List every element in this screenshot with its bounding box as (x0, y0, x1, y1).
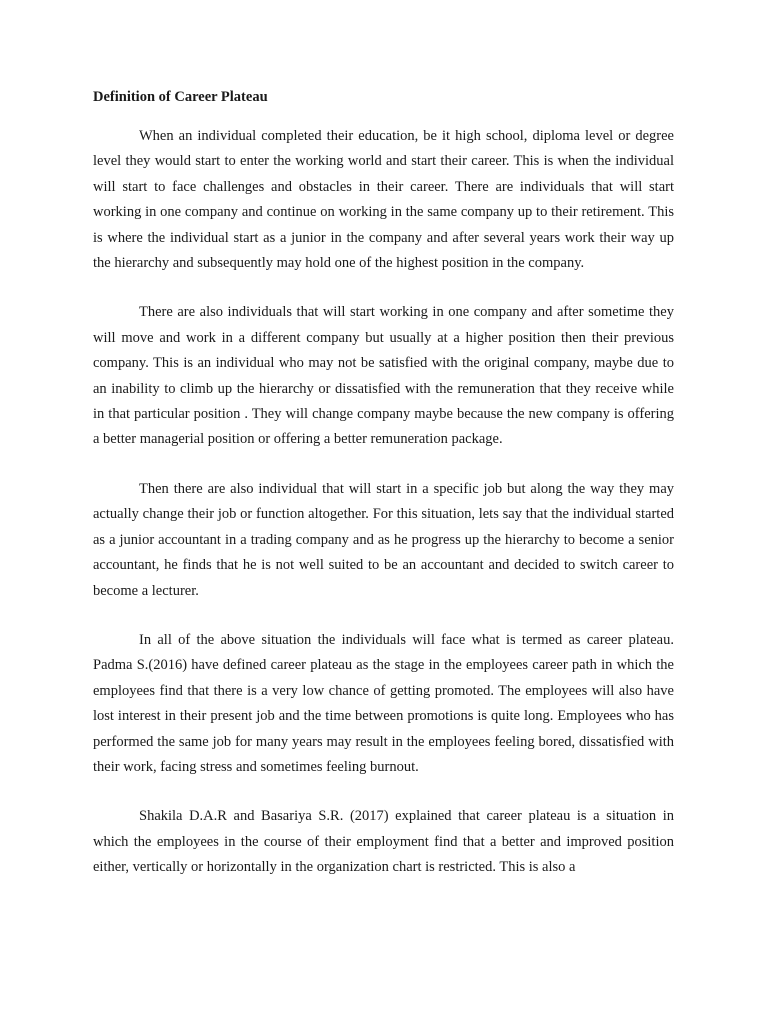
document-body (93, 86, 674, 881)
section-heading: Definition of Career Plateau (93, 89, 268, 105)
paragraph-1: When an individual completed their education, be it high school, diploma level or degree level they would start to enter the working world and start their career. This is when the individual will start to face challenges and obstacles in their career. There are individuals that will start working in one company and continue on working in the same company up to their retirement. This is where the individual start as a junior in the company and after several years work their way up the hierarchy and subsequently may hold one of the highest position in the company. (93, 128, 674, 272)
paragraph-3: Then there are also individual that will start in a specific job but along the way they may actually change their job or function altogether. For this situation, lets say that the individual started as a junior accountant in a trading company and as he progress up the hierarchy to become a senior accountant, he finds that he is not well suited to be an accountant and decided to switch career to become a lecturer. (93, 480, 674, 599)
paragraph-5: Shakila D.A.R and Basariya S.R. (2017) explained that career plateau is a situation in which the employees in the course of their employment find that a better and improved position either, vertically or horizontally in the organization chart is restricted. This is also a (93, 808, 674, 876)
paragraph-4: In all of the above situation the individuals will face what is termed as career plateau. Padma S.(2016) have defined career plateau as the stage in the employees career path in which the employees find that there is a very low chance of getting promoted. The employees will also have lost interest in their present job and the time between promotions is quite long. Employees who has performed the same job for many years may result in the employees feeling bored, dissatisfied with their work, facing stress and sometimes feeling burnout. (93, 631, 674, 775)
paragraph-2: There are also individuals that will start working in one company and after sometime they will move and work in a different company but usually at a higher position then their previous company. This is an individual who may not be satisfied with the original company, maybe due to an inability to climb up the hierarchy or dissatisfied with the remuneration that they receive while in that particular position . They will change company maybe because the new company is offering a better managerial position or offering a better remuneration package. (93, 304, 674, 448)
